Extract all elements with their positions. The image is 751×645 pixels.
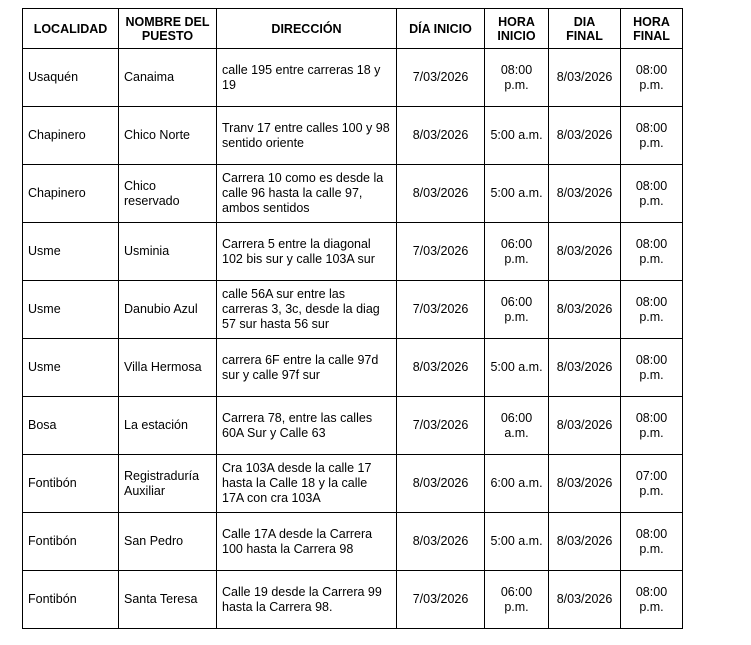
table-row [23, 571, 683, 629]
cell-hora-final: 08:00 p.m. [621, 165, 683, 223]
cell-localidad: Usme [23, 339, 119, 397]
cell-localidad: Fontibón [23, 513, 119, 571]
cell-localidad: Fontibón [23, 455, 119, 513]
cell-dia-inicio: 8/03/2026 [397, 339, 485, 397]
cell-dia-final: 8/03/2026 [549, 281, 621, 339]
cell-direccion: carrera 6F entre la calle 97d sur y calle 97f sur [217, 339, 397, 397]
cell-dia-inicio: 8/03/2026 [397, 107, 485, 165]
header-hora-inicio: HORA INICIO [485, 9, 549, 49]
cell-dia-inicio: 7/03/2026 [397, 223, 485, 281]
cell-puesto: Registraduría Auxiliar [119, 455, 217, 513]
cell-localidad: Usme [23, 281, 119, 339]
cell-hora-final: 08:00 p.m. [621, 49, 683, 107]
cell-hora-final: 08:00 p.m. [621, 571, 683, 629]
cell-dia-final: 8/03/2026 [549, 571, 621, 629]
cell-hora-final: 08:00 p.m. [621, 513, 683, 571]
table-row [23, 223, 683, 281]
cell-puesto: Chico reservado [119, 165, 217, 223]
cell-puesto: Chico Norte [119, 107, 217, 165]
cell-puesto: Canaima [119, 49, 217, 107]
cell-puesto: Santa Teresa [119, 571, 217, 629]
cell-direccion: Carrera 5 entre la diagonal 102 bis sur y calle 103A sur [217, 223, 397, 281]
cell-dia-final: 8/03/2026 [549, 397, 621, 455]
cell-hora-inicio: 5:00 a.m. [485, 513, 549, 571]
cell-hora-inicio: 06:00 p.m. [485, 281, 549, 339]
cell-dia-final: 8/03/2026 [549, 513, 621, 571]
cell-dia-inicio: 8/03/2026 [397, 455, 485, 513]
cell-hora-inicio: 08:00 p.m. [485, 49, 549, 107]
table-row [23, 513, 683, 571]
table-row [23, 49, 683, 107]
cell-dia-inicio: 8/03/2026 [397, 165, 485, 223]
cell-dia-final: 8/03/2026 [549, 165, 621, 223]
cell-hora-inicio: 5:00 a.m. [485, 339, 549, 397]
cell-hora-inicio: 5:00 a.m. [485, 165, 549, 223]
header-dia-final: DIA FINAL [549, 9, 621, 49]
cell-direccion: Carrera 78, entre las calles 60A Sur y Calle 63 [217, 397, 397, 455]
cell-hora-final: 08:00 p.m. [621, 107, 683, 165]
table-row [23, 339, 683, 397]
header-row [23, 9, 683, 49]
cell-puesto: Usminia [119, 223, 217, 281]
table-header [23, 9, 683, 49]
header-dia-inicio: DÍA INICIO [397, 9, 485, 49]
cell-dia-inicio: 7/03/2026 [397, 571, 485, 629]
cell-direccion: Carrera 10 como es desde la calle 96 hasta la calle 97, ambos sentidos [217, 165, 397, 223]
cell-hora-inicio: 06:00 p.m. [485, 223, 549, 281]
cell-hora-final: 08:00 p.m. [621, 339, 683, 397]
cell-localidad: Usme [23, 223, 119, 281]
table-row [23, 165, 683, 223]
cell-dia-inicio: 7/03/2026 [397, 49, 485, 107]
cell-dia-inicio: 8/03/2026 [397, 513, 485, 571]
cell-localidad: Bosa [23, 397, 119, 455]
cell-hora-final: 07:00 p.m. [621, 455, 683, 513]
cell-dia-final: 8/03/2026 [549, 107, 621, 165]
cell-puesto: La estación [119, 397, 217, 455]
header-puesto: NOMBRE DEL PUESTO [119, 9, 217, 49]
cell-localidad: Chapinero [23, 107, 119, 165]
cell-localidad: Fontibón [23, 571, 119, 629]
table-row [23, 455, 683, 513]
cell-direccion: Calle 19 desde la Carrera 99 hasta la Carrera 98. [217, 571, 397, 629]
cell-hora-final: 08:00 p.m. [621, 223, 683, 281]
header-direccion: DIRECCIÓN [217, 9, 397, 49]
table-row [23, 397, 683, 455]
cell-hora-final: 08:00 p.m. [621, 397, 683, 455]
cell-dia-inicio: 7/03/2026 [397, 397, 485, 455]
cell-dia-final: 8/03/2026 [549, 49, 621, 107]
table-row [23, 281, 683, 339]
cell-puesto: San Pedro [119, 513, 217, 571]
cell-dia-final: 8/03/2026 [549, 223, 621, 281]
header-localidad: LOCALIDAD [23, 9, 119, 49]
cell-hora-inicio: 5:00 a.m. [485, 107, 549, 165]
cell-direccion: calle 56A sur entre las carreras 3, 3c, desde la diag 57 sur hasta 56 sur [217, 281, 397, 339]
cell-hora-inicio: 06:00 a.m. [485, 397, 549, 455]
table-body [23, 49, 683, 629]
cell-hora-inicio: 6:00 a.m. [485, 455, 549, 513]
schedule-table [22, 8, 683, 629]
cell-direccion: Tranv 17 entre calles 100 y 98 sentido oriente [217, 107, 397, 165]
cell-direccion: Cra 103A desde la calle 17 hasta la Calle 18 y la calle 17A con cra 103A [217, 455, 397, 513]
cell-localidad: Usaquén [23, 49, 119, 107]
header-hora-final: HORA FINAL [621, 9, 683, 49]
cell-hora-inicio: 06:00 p.m. [485, 571, 549, 629]
cell-localidad: Chapinero [23, 165, 119, 223]
cell-direccion: Calle 17A desde la Carrera 100 hasta la Carrera 98 [217, 513, 397, 571]
cell-dia-final: 8/03/2026 [549, 339, 621, 397]
cell-puesto: Danubio Azul [119, 281, 217, 339]
cell-dia-final: 8/03/2026 [549, 455, 621, 513]
cell-puesto: Villa Hermosa [119, 339, 217, 397]
cell-direccion: calle 195 entre carreras 18 y 19 [217, 49, 397, 107]
table-row [23, 107, 683, 165]
cell-dia-inicio: 7/03/2026 [397, 281, 485, 339]
cell-hora-final: 08:00 p.m. [621, 281, 683, 339]
